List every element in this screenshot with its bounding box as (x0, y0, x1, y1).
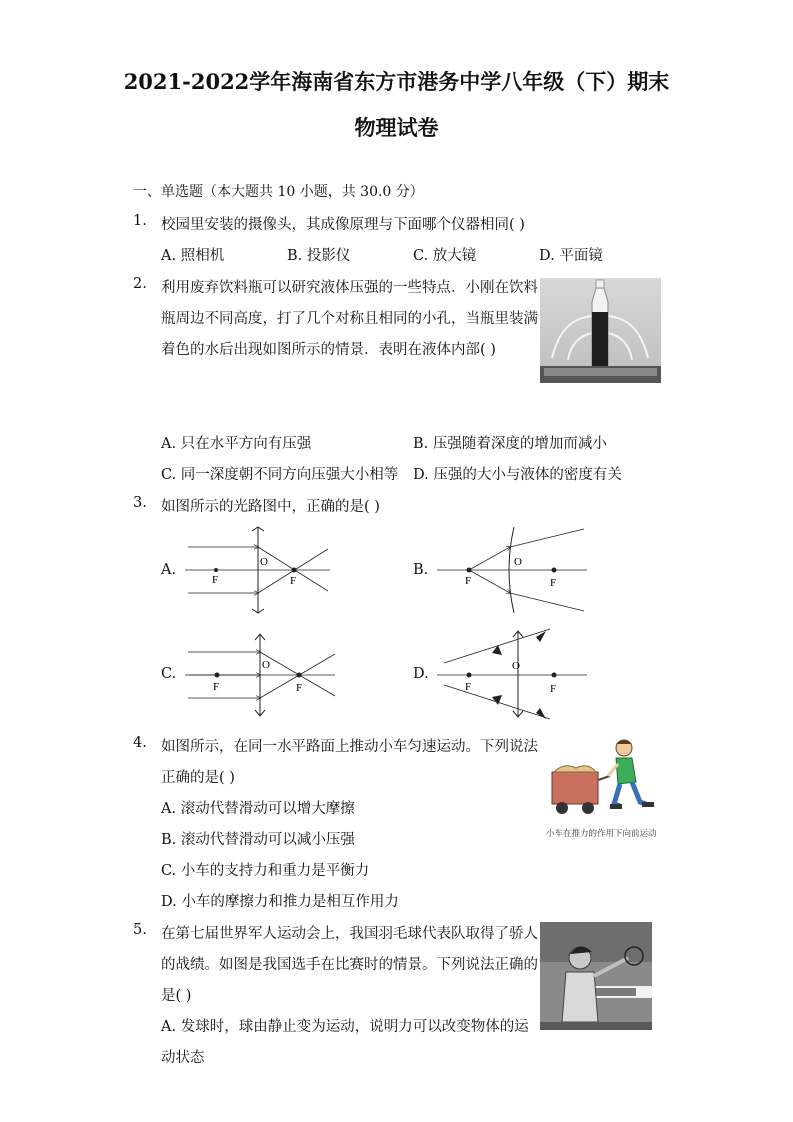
focus-label: F (296, 682, 303, 694)
q5-stem-line-1: 在第七届世界军人运动会上，我国羽毛球代表队取得了骄人 (161, 926, 538, 942)
focus-label: F (213, 681, 220, 693)
q2-option-b: B. 压强随着深度的增加而减小 (413, 436, 607, 452)
q3-number: 3. (133, 495, 147, 511)
q3-diagram-c-label: C. (161, 666, 177, 682)
q3-diagram-a (180, 525, 340, 615)
q2-stem-line-1: 利用废弃饮料瓶可以研究液体压强的一些特点．小刚在饮料 (161, 280, 538, 296)
q1-option-c: C. 放大镜 (413, 248, 477, 264)
badminton-photo (540, 922, 652, 1030)
q3-diagram-d-label: D. (413, 666, 429, 682)
focus-label: F (465, 681, 472, 693)
q4-number: 4. (133, 735, 147, 751)
q5-number: 5. (133, 922, 147, 938)
q4-option-a: A. 滚动代替滑动可以增大摩擦 (161, 801, 355, 817)
q4-option-b: B. 滚动代替滑动可以减小压强 (161, 832, 355, 848)
q1-number: 1. (133, 213, 147, 229)
center-label: O (262, 659, 270, 671)
bottle-photo (540, 278, 661, 383)
focus-label: F (290, 575, 297, 587)
q4-option-d: D. 小车的摩擦力和推力是相互作用力 (161, 894, 399, 910)
q5-stem-line-2: 的战绩。如图是我国选手在比赛时的情景。下列说法正确的 (161, 957, 538, 973)
focus-label: F (212, 574, 219, 586)
center-label: O (514, 556, 522, 568)
q3-diagram-b-label: B. (413, 562, 429, 578)
q2-stem-line-3: 着色的水后出现如图所示的情景．表明在液体内部( ) (161, 342, 496, 358)
q4-stem-line-1: 如图所示，在同一水平路面上推动小车匀速运动。下列说法 (161, 739, 538, 755)
q4-option-c: C. 小车的支持力和重力是平衡力 (161, 863, 370, 879)
q3-diagram-c (180, 630, 340, 720)
q2-number: 2. (133, 276, 147, 292)
q1-stem: 校园里安装的摄像头，其成像原理与下面哪个仪器相同( ) (161, 217, 525, 233)
cart-caption: 小车在推力的作用下向前运动 (546, 829, 657, 839)
title-line-1: 2021-2022学年海南省东方市港务中学八年级（下）期末 (123, 69, 670, 94)
q5-option-a-line-2: 动状态 (161, 1050, 205, 1066)
q1-option-b: B. 投影仪 (287, 248, 351, 264)
q1-option-a: A. 照相机 (161, 248, 225, 264)
q2-stem-line-2: 瓶周边不同高度，打了几个对称且相同的小孔，当瓶里装满 (161, 311, 538, 327)
q1-option-d: D. 平面镜 (539, 248, 603, 264)
q2-option-c: C. 同一深度朝不同方向压强大小相等 (161, 467, 399, 483)
focus-label: F (550, 683, 557, 695)
q4-stem-line-2: 正确的是( ) (161, 770, 235, 786)
q5-option-a-line-1: A. 发球时，球由静止变为运动，说明力可以改变物体的运 (161, 1019, 529, 1035)
focus-label: F (465, 575, 472, 587)
q3-diagram-b (432, 525, 592, 615)
title-line-2: 物理试卷 (354, 115, 439, 140)
q5-stem-line-3: 是( ) (161, 988, 192, 1004)
q3-diagram-d (432, 625, 592, 723)
center-label: O (512, 660, 520, 672)
q2-option-d: D. 压强的大小与液体的密度有关 (413, 467, 622, 483)
center-label: O (260, 556, 268, 568)
q3-diagram-a-label: A. (161, 562, 177, 578)
q3-stem: 如图所示的光路图中，正确的是( ) (161, 499, 380, 515)
section-header: 一、单选题（本大题共 10 小题，共 30.0 分） (133, 184, 424, 200)
focus-label: F (550, 577, 557, 589)
q2-option-a: A. 只在水平方向有压强 (161, 436, 312, 452)
cart-illustration (548, 738, 658, 822)
